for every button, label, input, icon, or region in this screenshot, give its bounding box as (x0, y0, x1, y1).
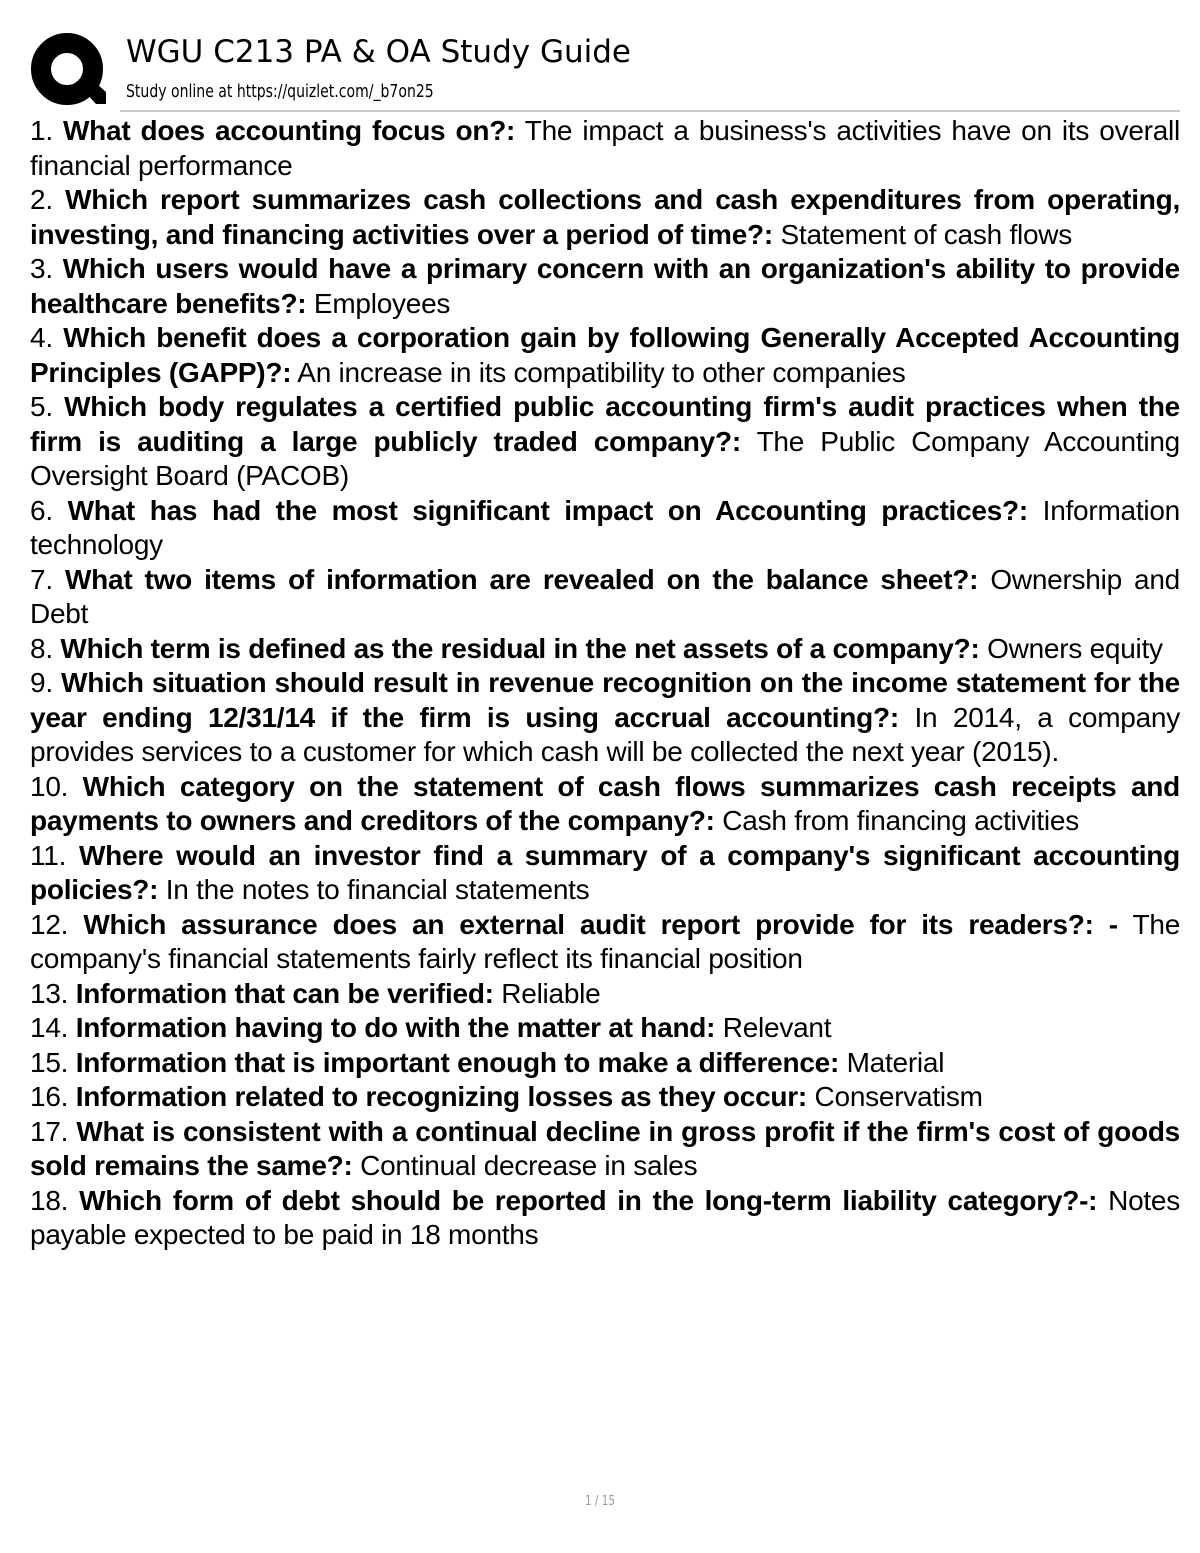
item-number: 10. (30, 770, 69, 802)
qa-item-18 (30, 1184, 1180, 1253)
answer: Cash from financing activities (722, 805, 1079, 836)
study-online-link[interactable]: Study online at https://quizlet.com/_b7on25 (126, 81, 434, 102)
answer: In the notes to financial statements (165, 874, 590, 905)
item-number: 9. (30, 667, 53, 698)
qa-item-12 (30, 908, 1180, 977)
qa-item-15 (30, 1046, 1180, 1081)
header-divider (120, 110, 1180, 112)
item-number: 15. (30, 1046, 69, 1078)
qa-item-6 (30, 494, 1180, 563)
item-number: 18. (30, 1184, 69, 1216)
qa-item-8 (30, 632, 1180, 667)
answer: Ownership and Debt (30, 563, 1180, 629)
answer: The company's financial statements fairly reflect its financial position (30, 908, 1181, 974)
question-answer-list (30, 114, 1180, 1253)
qa-item-2 (30, 183, 1180, 252)
question: Which benefit does a corporation gain by following Generally Accepted Accounting Principles (GAPP)?: (30, 322, 1180, 388)
question: Which situation should result in revenue recognition on the income statement for the year ending 12/31/14 if the firm is using accrual accounting?: (30, 667, 1180, 733)
answer: Statement of cash flows (780, 218, 1072, 250)
document-header (30, 28, 1180, 108)
answer: Owners equity (987, 632, 1163, 664)
item-number: 11. (30, 839, 67, 871)
answer: Conservatism (814, 1081, 983, 1112)
answer: In 2014, a company provides services to a customer for which cash will be collected the next year (2015). (30, 701, 1181, 767)
question: Information having to do with the matter at hand: (75, 1012, 716, 1043)
answer: Information technology (30, 494, 1180, 560)
question: Information related to recognizing losses as they occur: (75, 1081, 807, 1112)
page-title: WGU C213 PA & OA Study Guide (126, 34, 631, 70)
answer: An increase in its compatibility to other companies (297, 356, 906, 388)
question: Information that is important enough to make a difference: (75, 1046, 840, 1078)
question: Which assurance does an external audit report provide for its readers?: - (83, 908, 1118, 940)
question: Which report summarizes cash collections and cash expenditures from operating, investing, and financing activities over a period of time?: (30, 184, 1180, 250)
question: Which body regulates a certified public accounting firm's audit practices when the firm is auditing a large publicly traded company?: (30, 391, 1181, 457)
question: Which term is defined as the residual in the net assets of a company?: (60, 632, 980, 664)
question: Information that can be verified: (75, 977, 494, 1009)
qa-item-3 (30, 252, 1180, 321)
item-number: 3. (30, 253, 53, 284)
qa-item-4 (30, 321, 1180, 390)
question: What has had the most significant impact on Accounting practices?: (67, 494, 1028, 526)
answer: Reliable (501, 977, 601, 1009)
page-number: 1 / 15 (585, 1494, 615, 1509)
question: Which users would have a primary concern with an organization's ability to provide healthcare benefits?: (30, 253, 1181, 319)
answer: Material (846, 1046, 945, 1078)
answer: Notes payable expected to be paid in 18 months (30, 1184, 1181, 1250)
question: Which category on the statement of cash flows summarizes cash receipts and payments to owners and creditors of the company?: (30, 770, 1181, 836)
answer: The Public Company Accounting Oversight Board (PACOB) (30, 425, 1180, 491)
item-number: 2. (30, 184, 53, 215)
item-number: 5. (30, 391, 53, 422)
qa-item-7 (30, 563, 1180, 632)
item-number: 8. (30, 632, 53, 664)
question: Where would an investor find a summary of a company's significant accounting policies?: (30, 839, 1181, 905)
qa-item-11 (30, 839, 1180, 908)
question: What two items of information are revealed on the balance sheet?: (64, 563, 979, 595)
item-number: 4. (30, 322, 53, 353)
item-number: 14. (30, 1012, 69, 1043)
question: What does accounting focus on?: (62, 115, 516, 146)
qa-item-16 (30, 1080, 1180, 1115)
item-number: 1. (30, 115, 53, 146)
qa-item-14 (30, 1011, 1180, 1046)
item-number: 13. (30, 977, 69, 1009)
answer: Continual decrease in sales (360, 1150, 698, 1181)
item-number: 16. (30, 1081, 69, 1112)
item-number: 17. (30, 1115, 69, 1147)
question: Which form of debt should be reported in the long-term liability category?-: (79, 1184, 1098, 1216)
item-number: 12. (30, 908, 69, 940)
qa-item-13 (30, 977, 1180, 1012)
item-number: 6. (30, 494, 53, 526)
qa-item-10 (30, 770, 1180, 839)
answer: Relevant (722, 1012, 832, 1043)
answer: Employees (313, 287, 451, 319)
answer: The impact a business's activities have on its overall financial performance (30, 115, 1181, 181)
qa-item-5 (30, 390, 1180, 494)
quizlet-q-logo-icon (30, 32, 106, 108)
qa-item-9 (30, 666, 1180, 770)
item-number: 7. (30, 563, 53, 595)
qa-item-1 (30, 114, 1180, 183)
qa-item-17 (30, 1115, 1180, 1184)
question: What is consistent with a continual decline in gross profit if the firm's cost of goods sold remains the same?: (30, 1115, 1181, 1181)
